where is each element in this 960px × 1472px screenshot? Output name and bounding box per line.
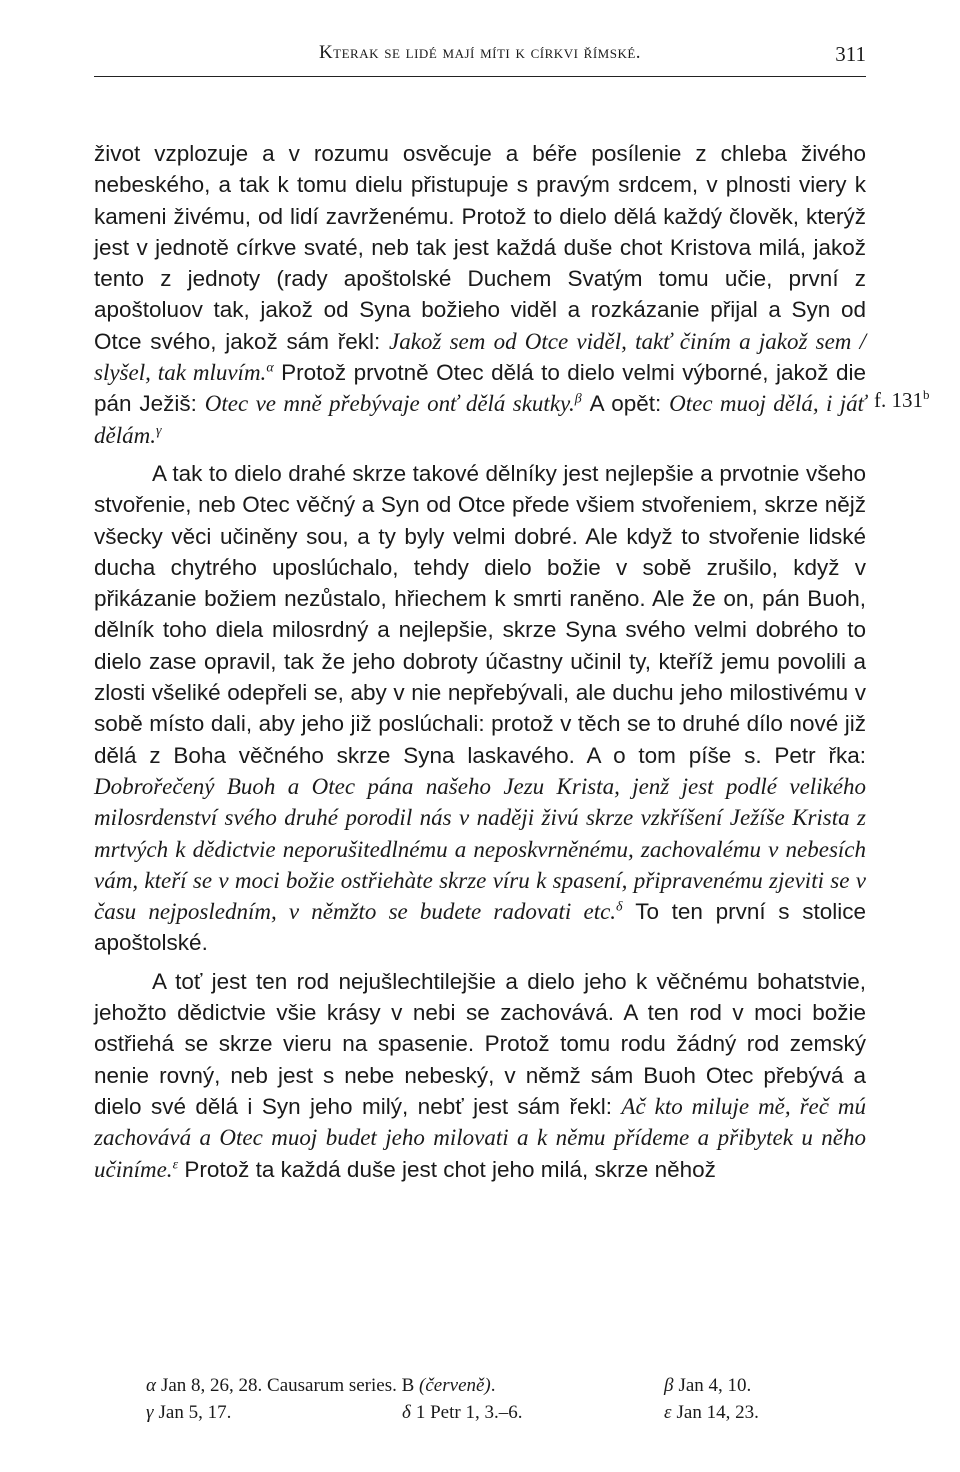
footnotes [146, 1372, 836, 1426]
paragraph-2-text-2: To ten první s stolice apoštolské. [94, 899, 866, 956]
page-number: 311 [835, 42, 866, 66]
footnote-beta [664, 1372, 751, 1399]
footnote-row-2 [146, 1399, 836, 1426]
paragraph-3-text-2: Protož ta každá duše jest chot jeho milá, skrze něhož [178, 1156, 716, 1182]
footnote-text: 1 Petr 1, 3.–6. [415, 1402, 523, 1423]
quote-john-8: Jakož sem od Otce viděl, takť činím a jakož sem / slyšel, tak mluvím. [94, 328, 866, 386]
paragraph-1-text-3: A opět: [581, 391, 670, 417]
margin-folio-suffix: b [923, 387, 930, 402]
running-title: Kterak se lidé mají míti k církvi římské. [318, 42, 642, 63]
footnote-symbol: α [146, 1375, 156, 1396]
footnote-epsilon [664, 1399, 759, 1426]
paragraph-2 [94, 458, 866, 959]
note-mark-delta: δ [616, 899, 623, 915]
paragraph-2-text-1: A tak to dielo drahé skrze takové dělníky jest nejlepšie a prvotnie všeho stvořenie, neb Otec věčný a Syn od Otce přede všiem stvořeniem, skrze nějž všecky věci učiněny sou, a ty byly velmi dobré. Ale když to stvořenie lidské ducha chytrého uposlúchalo, tehdy dielo božie v sobě zrušilo, když v přikázanie božiem nezůstalo, hřiechem k smrti raněno. Ale že on, pán Buoh, dělník toho diela milosrdný a nejlepšie, skrze Syna svého velmi dobrého to dielo zase opravil, tak že jeho dobroty účastny učinil ty, kteříž jemu povolili a zlosti všeliké odepřeli se, aby v nie nepřebývali, ale duchu jeho milostivému v sobě místo dali, aby jeho již poslúchali: protož v těch se to druhé dílo nové již dělá z Boha věčného skrze Syna laskavého. A o tom píše s. Petr řka: [94, 460, 866, 768]
footnote-alpha [146, 1372, 496, 1399]
paragraph-3-text-1: A toť jest ten rod nejušlechtilejšie a dielo jeho k věčnému bohatstvie, jehožto dědictvie všie krásy v nebi se zachovává. A ten rod v moci božie ostřiehá se skrze vieru na spasenie. Protož tomu rodu žádný rod zemský nenie rovný, neb jest s nebe nebeský, v němž sám Buoh Otec přebývá a dielo své dělá i Syn jeho milý, nebť jest sám řekl: [94, 968, 866, 1119]
margin-folio-prefix: f. 131 [874, 388, 923, 412]
note-mark-alpha: α [266, 360, 274, 376]
quote-1-peter: Dobrořečený Buoh a Otec pána našeho Jezu Krista, jenž jest podlé velikého milosrdenství svého druhé porodil nás v naději živú skrze vzkříšení Ježíše Krista z mrtvých k dědictvie neporušitedlnému a neposkvrněnému, zachovalému v nebesích vám, kteří se v moci božie ostřiehàte skrze víru k spasení, připravenému zjeviti se v času nejposledním, v němžto se budete radovati etc. [94, 773, 866, 925]
quote-john-14-23: Ač kto miluje mě, řeč mú zachovává a Otec muoj budet jeho milovati a k němu přídeme a přibytek u něho učiníme. [94, 1093, 866, 1182]
footnote-text: Jan 14, 23. [676, 1402, 759, 1423]
note-mark-epsilon: ε [172, 1157, 179, 1172]
footnote-end: . [490, 1375, 496, 1396]
note-mark-gamma: γ [155, 423, 162, 439]
footnote-symbol: γ [146, 1402, 154, 1423]
paragraph-1-text-1: život vzplozuje a v rozumu osvěcuje a béře posílenie z chleba živého nebeského, a tak k tomu dielu přistupuje s pravým srdcem, v plnosti viery k kameni živému, od lidí zavrženému. Protož to dielo dělá každý člověk, kterýž jest v jednotě církve svaté, neb tak jest každá duše chot Kristova milá, jakož tento z jednoty (rady apoštolské Duchem Svatým tomu učie, první z apoštoluov tak, jakož od Syna božieho viděl a rozkázanie přijal a Syn od Otce svého, jakož sám řekl: [94, 141, 866, 354]
paragraph-1 [94, 138, 866, 451]
footnote-delta [402, 1399, 522, 1426]
footnote-note: (červeně) [419, 1375, 491, 1396]
quote-john-5: Otec muoj dělá, i jáť dělám. [94, 391, 866, 448]
footnote-gamma [146, 1399, 231, 1426]
margin-folio-note [874, 387, 930, 413]
paragraph-1-text-2: Protož prvotně Otec dělá to dielo velmi výborné, jakož die pán Ježiš: [94, 360, 866, 417]
body-text [94, 138, 866, 1185]
paragraph-3 [94, 966, 866, 1185]
footnote-text: Jan 5, 17. [158, 1402, 232, 1423]
footnote-text: Jan 4, 10. [678, 1375, 752, 1396]
footnote-symbol: δ [402, 1402, 411, 1423]
footnote-text: Jan 8, 26, 28. Causarum series. B [160, 1375, 420, 1396]
footnote-symbol: ε [664, 1402, 672, 1423]
page-header [94, 42, 866, 77]
footnote-row-1 [146, 1372, 836, 1399]
note-mark-beta: β [574, 391, 582, 407]
quote-john-14-10: Otec ve mně přebývaje onť dělá skutky. [204, 391, 575, 417]
footnote-symbol: β [664, 1375, 674, 1396]
